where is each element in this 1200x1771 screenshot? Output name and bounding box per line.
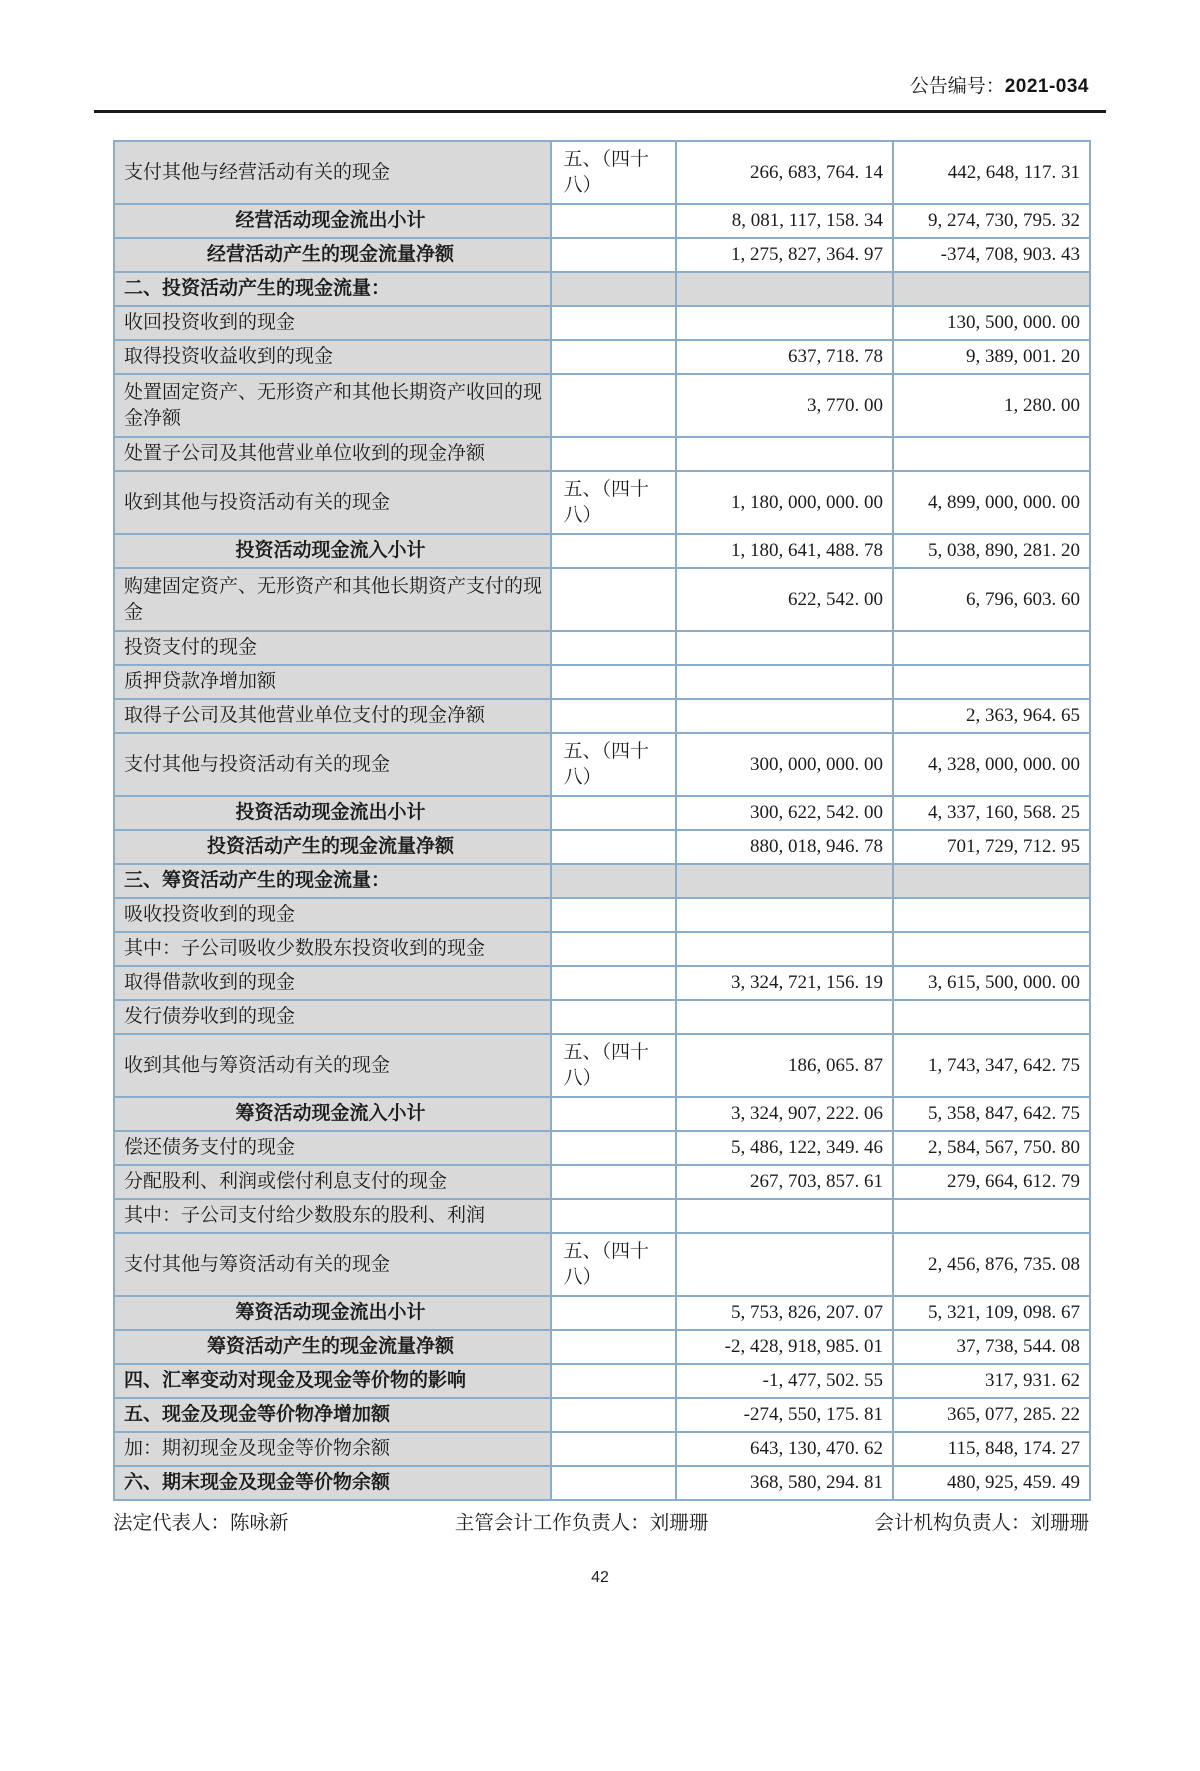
item-label-cell: 取得子公司及其他营业单位支付的现金净额 [114,699,551,733]
table-row [114,665,1090,699]
note-reference-cell [551,966,676,1000]
note-reference-cell [551,1364,676,1398]
item-label-cell: 投资活动产生的现金流量净额 [114,830,551,864]
current-period-amount-cell: 637, 718. 78 [676,340,893,374]
item-label-cell: 五、现金及现金等价物净增加额 [114,1398,551,1432]
table-row [114,733,1090,796]
current-period-amount-cell [676,864,893,898]
current-period-amount-cell: 300, 622, 542. 00 [676,796,893,830]
prior-period-amount-cell: 130, 500, 000. 00 [893,306,1090,340]
current-period-amount-cell [676,898,893,932]
table-row [114,1296,1090,1330]
item-label-cell: 取得借款收到的现金 [114,966,551,1000]
current-period-amount-cell: 1, 180, 000, 000. 00 [676,471,893,534]
prior-period-amount-cell: 2, 456, 876, 735. 08 [893,1233,1090,1296]
current-period-amount-cell: 880, 018, 946. 78 [676,830,893,864]
table-row [114,437,1090,471]
note-reference-cell [551,272,676,306]
table-row [114,1432,1090,1466]
signatories-line [113,1510,1089,1537]
current-period-amount-cell [676,699,893,733]
announcement-number-value: 2021-034 [1004,76,1089,97]
current-period-amount-cell: 300, 000, 000. 00 [676,733,893,796]
table-row [114,1131,1090,1165]
note-reference-cell [551,534,676,568]
item-label-cell: 投资活动现金流入小计 [114,534,551,568]
table-row [114,1097,1090,1131]
prior-period-amount-cell: 317, 931. 62 [893,1364,1090,1398]
note-reference-text: 五、（四十八） [563,149,650,196]
current-period-amount-cell: 267, 703, 857. 61 [676,1165,893,1199]
item-label-cell: 处置子公司及其他营业单位收到的现金净额 [114,437,551,471]
current-period-amount-cell: 1, 275, 827, 364. 97 [676,238,893,272]
prior-period-amount-cell: 442, 648, 117. 31 [893,141,1090,204]
prior-period-amount-cell [893,272,1090,306]
prior-period-amount-cell: 1, 743, 347, 642. 75 [893,1034,1090,1097]
note-reference-cell [551,932,676,966]
prior-period-amount-cell: 37, 738, 544. 08 [893,1330,1090,1364]
prior-period-amount-cell: 2, 584, 567, 750. 80 [893,1131,1090,1165]
item-label-cell: 加：期初现金及现金等价物余额 [114,1432,551,1466]
current-period-amount-cell [676,665,893,699]
item-label-cell: 支付其他与经营活动有关的现金 [114,141,551,204]
item-label-cell: 购建固定资产、无形资产和其他长期资产支付的现金 [114,568,551,631]
item-label-cell: 支付其他与投资活动有关的现金 [114,733,551,796]
note-reference-cell [551,568,676,631]
prior-period-amount-cell: -374, 708, 903. 43 [893,238,1090,272]
table-row [114,1233,1090,1296]
item-label-cell: 支付其他与筹资活动有关的现金 [114,1233,551,1296]
current-period-amount-cell: -274, 550, 175. 81 [676,1398,893,1432]
prior-period-amount-cell [893,932,1090,966]
prior-period-amount-cell: 701, 729, 712. 95 [893,830,1090,864]
table-row [114,1398,1090,1432]
note-reference-cell [551,1034,676,1097]
current-period-amount-cell: -1, 477, 502. 55 [676,1364,893,1398]
table-row [114,699,1090,733]
note-reference-text: 五、（四十八） [563,1241,650,1288]
note-reference-cell [551,238,676,272]
note-reference-cell [551,1097,676,1131]
prior-period-amount-cell: 4, 337, 160, 568. 25 [893,796,1090,830]
current-period-amount-cell: 266, 683, 764. 14 [676,141,893,204]
prior-period-amount-cell: 5, 321, 109, 098. 67 [893,1296,1090,1330]
note-reference-cell [551,864,676,898]
table-row [114,796,1090,830]
item-label-cell: 质押贷款净增加额 [114,665,551,699]
prior-period-amount-cell [893,864,1090,898]
note-reference-cell [551,1233,676,1296]
prior-period-amount-cell: 1, 280. 00 [893,374,1090,437]
note-reference-cell [551,1000,676,1034]
current-period-amount-cell: 5, 753, 826, 207. 07 [676,1296,893,1330]
prior-period-amount-cell: 3, 615, 500, 000. 00 [893,966,1090,1000]
prior-period-amount-cell: 9, 274, 730, 795. 32 [893,204,1090,238]
table-row [114,1466,1090,1500]
note-reference-cell [551,1398,676,1432]
note-reference-cell [551,898,676,932]
prior-period-amount-cell [893,665,1090,699]
prior-period-amount-cell: 9, 389, 001. 20 [893,340,1090,374]
current-period-amount-cell: 368, 580, 294. 81 [676,1466,893,1500]
current-period-amount-cell: 3, 324, 721, 156. 19 [676,966,893,1000]
note-reference-cell [551,631,676,665]
current-period-amount-cell [676,437,893,471]
note-reference-cell [551,1432,676,1466]
accounting-department-head: 会计机构负责人：刘珊珊 [874,1513,1089,1534]
announcement-number-label: 公告编号： [909,76,1005,97]
current-period-amount-cell [676,631,893,665]
prior-period-amount-cell: 4, 899, 000, 000. 00 [893,471,1090,534]
table-row [114,898,1090,932]
item-label-cell: 投资活动现金流出小计 [114,796,551,830]
prior-period-amount-cell: 365, 077, 285. 22 [893,1398,1090,1432]
table-row [114,1165,1090,1199]
table-row [114,830,1090,864]
table-row [114,141,1090,204]
note-reference-cell [551,796,676,830]
table-row [114,238,1090,272]
note-reference-cell [551,830,676,864]
prior-period-amount-cell: 5, 038, 890, 281. 20 [893,534,1090,568]
note-reference-cell [551,733,676,796]
table-row [114,1364,1090,1398]
table-row [114,534,1090,568]
note-reference-cell [551,340,676,374]
announcement-number-line [111,74,1089,100]
table-row [114,272,1090,306]
prior-period-amount-cell: 115, 848, 174. 27 [893,1432,1090,1466]
note-reference-text: 五、（四十八） [563,479,650,526]
note-reference-cell [551,665,676,699]
prior-period-amount-cell [893,898,1090,932]
item-label-cell: 收回投资收到的现金 [114,306,551,340]
item-label-cell: 吸收投资收到的现金 [114,898,551,932]
table-row [114,1330,1090,1364]
prior-period-amount-cell: 4, 328, 000, 000. 00 [893,733,1090,796]
current-period-amount-cell: 3, 770. 00 [676,374,893,437]
prior-period-amount-cell [893,1199,1090,1233]
note-reference-cell [551,1165,676,1199]
item-label-cell: 三、筹资活动产生的现金流量： [114,864,551,898]
prior-period-amount-cell: 480, 925, 459. 49 [893,1466,1090,1500]
prior-period-amount-cell: 6, 796, 603. 60 [893,568,1090,631]
current-period-amount-cell [676,306,893,340]
item-label-cell: 收到其他与筹资活动有关的现金 [114,1034,551,1097]
table-row [114,1000,1090,1034]
prior-period-amount-cell [893,631,1090,665]
note-reference-cell [551,1296,676,1330]
note-reference-cell [551,471,676,534]
item-label-cell: 筹资活动产生的现金流量净额 [114,1330,551,1364]
current-period-amount-cell: 3, 324, 907, 222. 06 [676,1097,893,1131]
current-period-amount-cell: -2, 428, 918, 985. 01 [676,1330,893,1364]
table-row [114,374,1090,437]
table-row [114,932,1090,966]
item-label-cell: 偿还债务支付的现金 [114,1131,551,1165]
item-label-cell: 经营活动现金流出小计 [114,204,551,238]
legal-representative: 法定代表人：陈咏新 [113,1513,289,1534]
item-label-cell: 取得投资收益收到的现金 [114,340,551,374]
note-reference-text: 五、（四十八） [563,1042,650,1089]
prior-period-amount-cell: 5, 358, 847, 642. 75 [893,1097,1090,1131]
note-reference-cell [551,204,676,238]
item-label-cell: 收到其他与投资活动有关的现金 [114,471,551,534]
table-row [114,204,1090,238]
page-number: 42 [591,1569,609,1587]
table-row [114,631,1090,665]
current-period-amount-cell: 186, 065. 87 [676,1034,893,1097]
note-reference-text: 五、（四十八） [563,741,650,788]
current-period-amount-cell [676,1199,893,1233]
table-row [114,340,1090,374]
current-period-amount-cell: 622, 542. 00 [676,568,893,631]
current-period-amount-cell [676,1233,893,1296]
current-period-amount-cell: 643, 130, 470. 62 [676,1432,893,1466]
prior-period-amount-cell: 279, 664, 612. 79 [893,1165,1090,1199]
prior-period-amount-cell [893,1000,1090,1034]
item-label-cell: 二、投资活动产生的现金流量： [114,272,551,306]
current-period-amount-cell: 8, 081, 117, 158. 34 [676,204,893,238]
item-label-cell: 其中：子公司支付给少数股东的股利、利润 [114,1199,551,1233]
accounting-work-supervisor: 主管会计工作负责人：刘珊珊 [454,1513,709,1534]
item-label-cell: 发行债券收到的现金 [114,1000,551,1034]
item-label-cell: 分配股利、利润或偿付利息支付的现金 [114,1165,551,1199]
item-label-cell: 筹资活动现金流出小计 [114,1296,551,1330]
table-row [114,966,1090,1000]
note-reference-cell [551,699,676,733]
note-reference-cell [551,1466,676,1500]
note-reference-cell [551,1199,676,1233]
current-period-amount-cell: 1, 180, 641, 488. 78 [676,534,893,568]
current-period-amount-cell [676,272,893,306]
item-label-cell: 筹资活动现金流入小计 [114,1097,551,1131]
note-reference-cell [551,141,676,204]
note-reference-cell [551,374,676,437]
table-row [114,1199,1090,1233]
note-reference-cell [551,306,676,340]
note-reference-cell [551,1131,676,1165]
item-label-cell: 四、汇率变动对现金及现金等价物的影响 [114,1364,551,1398]
item-label-cell: 其中：子公司吸收少数股东投资收到的现金 [114,932,551,966]
table-row [114,1034,1090,1097]
prior-period-amount-cell: 2, 363, 964. 65 [893,699,1090,733]
prior-period-amount-cell [893,437,1090,471]
table-row [114,471,1090,534]
cash-flow-statement-table [113,140,1091,1501]
current-period-amount-cell [676,932,893,966]
item-label-cell: 六、期末现金及现金等价物余额 [114,1466,551,1500]
note-reference-cell [551,437,676,471]
table-row [114,864,1090,898]
cash-flow-table-body [114,141,1090,1500]
header-divider-rule [94,110,1106,113]
table-row [114,306,1090,340]
item-label-cell: 经营活动产生的现金流量净额 [114,238,551,272]
current-period-amount-cell [676,1000,893,1034]
current-period-amount-cell: 5, 486, 122, 349. 46 [676,1131,893,1165]
item-label-cell: 处置固定资产、无形资产和其他长期资产收回的现金净额 [114,374,551,437]
note-reference-cell [551,1330,676,1364]
table-row [114,568,1090,631]
item-label-cell: 投资支付的现金 [114,631,551,665]
